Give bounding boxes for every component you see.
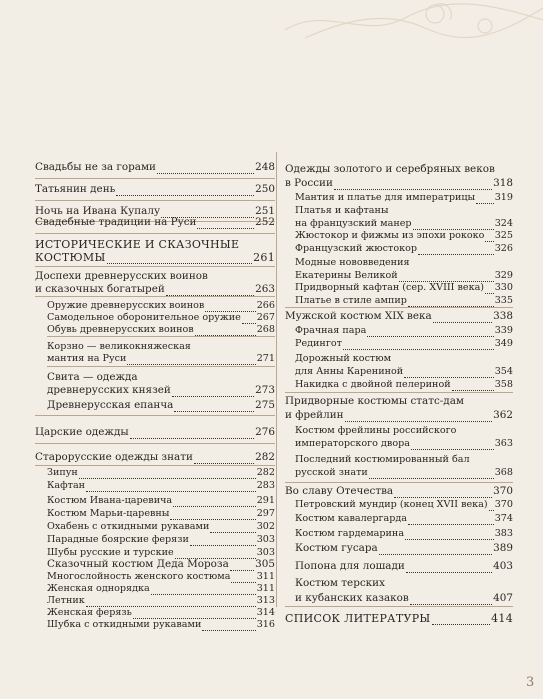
toc-entry-cont: в России 318 xyxy=(285,177,513,189)
toc-subentry: Придворный кафтан (сер. XVIII века) 330 xyxy=(295,282,513,293)
toc-subentry-cont: русской знати 368 xyxy=(295,467,513,478)
toc-entry: Во славу Отечества 370 xyxy=(285,485,513,497)
toc-subentry: Шубы русские и турские 303 xyxy=(47,547,275,558)
toc-subentry: Последний костюмированный бал xyxy=(295,454,470,465)
toc-subentry: Женская ферязь 314 xyxy=(47,607,275,618)
toc-subentry-cont: и кубанских казаков 407 xyxy=(295,592,513,604)
toc-subentry: Древнерусская епанча 275 xyxy=(47,399,275,411)
toc-subentry: Сказочный костюм Деда Мороза 305 xyxy=(47,558,275,570)
toc-entry: Мужской костюм XIX века 338 xyxy=(285,310,513,322)
decorative-ornament xyxy=(285,0,543,42)
column-divider xyxy=(276,152,277,607)
toc-subentry-cont: для Анны Карениной 354 xyxy=(295,366,513,377)
toc-subentry: Французский жюстокор 326 xyxy=(295,243,513,254)
toc-subentry-cont: Екатерины Великой 329 xyxy=(295,270,513,281)
separator xyxy=(47,336,275,337)
toc-entry: Старорусские одежды знати 282 xyxy=(35,451,275,463)
toc-subentry: Многослойность женского костюма 311 xyxy=(47,571,275,582)
toc-entry: Свадебные традиции на Руси 252 xyxy=(35,216,275,228)
toc-subentry: Редингот 349 xyxy=(295,338,513,349)
toc-subentry: Охабень с откидными рукавами 302 xyxy=(47,521,275,532)
toc-subentry: Женская однорядка 311 xyxy=(47,583,275,594)
page-number: 3 xyxy=(526,675,535,690)
toc-section-heading-cont: КОСТЮМЫ 261 xyxy=(35,251,275,264)
toc-subentry: Попона для лошади 403 xyxy=(295,560,513,572)
toc-subentry: Шубка с откидными рукавами 316 xyxy=(47,619,275,630)
separator xyxy=(35,443,275,444)
toc-subentry: Костюм гардемарина 383 xyxy=(295,528,513,539)
toc-subentry: Дорожный костюм xyxy=(295,353,392,364)
toc-subentry-cont: императорского двора 363 xyxy=(295,438,513,449)
toc-subentry: Платье в стиле ампир 335 xyxy=(295,295,513,306)
toc-entry: Одежды золотого и серебряных веков xyxy=(285,163,495,175)
toc-subentry: Мантия и платье для императрицы 319 xyxy=(295,192,513,203)
toc-subentry: Модные нововведения xyxy=(295,257,410,268)
toc-subentry: Самодельное оборонительное оружие 267 xyxy=(47,312,275,323)
toc-subentry: Жюстокор и фижмы из эпохи рококо 325 xyxy=(295,230,513,241)
toc-subentry: Оружие древнерусских воинов 266 xyxy=(47,300,275,311)
separator xyxy=(47,366,275,367)
separator xyxy=(35,296,275,297)
toc-entry-cont: и фрейлин 362 xyxy=(285,409,513,421)
toc-entry: Доспехи древнерусских воинов xyxy=(35,270,208,282)
toc-subentry: Костюм Ивана-царевича 291 xyxy=(47,495,275,506)
toc-subentry: Зипун 282 xyxy=(47,467,275,478)
toc-subentry-cont: мантия на Руси 271 xyxy=(47,353,275,364)
toc-subentry: Летник 313 xyxy=(47,595,275,606)
toc-subentry: Костюм фрейлины российского xyxy=(295,425,457,436)
toc-subentry: Костюм кавалергарда 374 xyxy=(295,513,513,524)
toc-subentry: Кафтан 283 xyxy=(47,480,275,491)
toc-subentry: Накидка с двойной пелериной 358 xyxy=(295,379,513,390)
toc-subentry-cont: на французский манер 324 xyxy=(295,218,513,229)
toc-entry: Свадьбы не за горами 248 xyxy=(35,161,275,173)
toc-subentry: Корзно — великокняжеская xyxy=(47,341,191,352)
toc-section-heading: СПИСОК ЛИТЕРАТУРЫ 414 xyxy=(285,612,513,625)
separator xyxy=(35,200,275,201)
separator xyxy=(285,307,513,308)
toc-entry: Ночь на Ивана Купалу 251 xyxy=(35,205,275,217)
toc-section-heading: ИСТОРИЧЕСКИЕ И СКАЗОЧНЫЕ xyxy=(35,238,240,251)
toc-subentry: Костюм гусара 389 xyxy=(295,542,513,554)
toc-subentry: Обувь древнерусских воинов 268 xyxy=(47,324,275,335)
separator xyxy=(35,415,275,416)
toc-entry: Царские одежды 276 xyxy=(35,426,275,438)
separator xyxy=(285,392,513,393)
toc-subentry: Фрачная пара 339 xyxy=(295,325,513,336)
separator xyxy=(35,178,275,179)
toc-subentry: Костюм терских xyxy=(295,577,385,589)
toc-entry-cont: и сказочных богатырей 263 xyxy=(35,283,275,295)
separator xyxy=(285,606,513,607)
toc-subentry: Платья и кафтаны xyxy=(295,205,389,216)
toc-subentry: Свита — одежда xyxy=(47,371,138,383)
toc-entry: Татьянин день 250 xyxy=(35,183,275,195)
toc-subentry: Парадные боярские ферязи 303 xyxy=(47,534,275,545)
toc-subentry-cont: древнерусских князей 273 xyxy=(47,384,275,396)
toc-subentry: Петровский мундир (конец XVII века) 370 xyxy=(295,499,513,510)
separator xyxy=(285,482,513,483)
toc-entry: Придворные костюмы статс-дам xyxy=(285,395,464,407)
toc-subentry: Костюм Марьи-царевны 297 xyxy=(47,508,275,519)
separator xyxy=(35,233,275,234)
separator xyxy=(35,266,275,267)
